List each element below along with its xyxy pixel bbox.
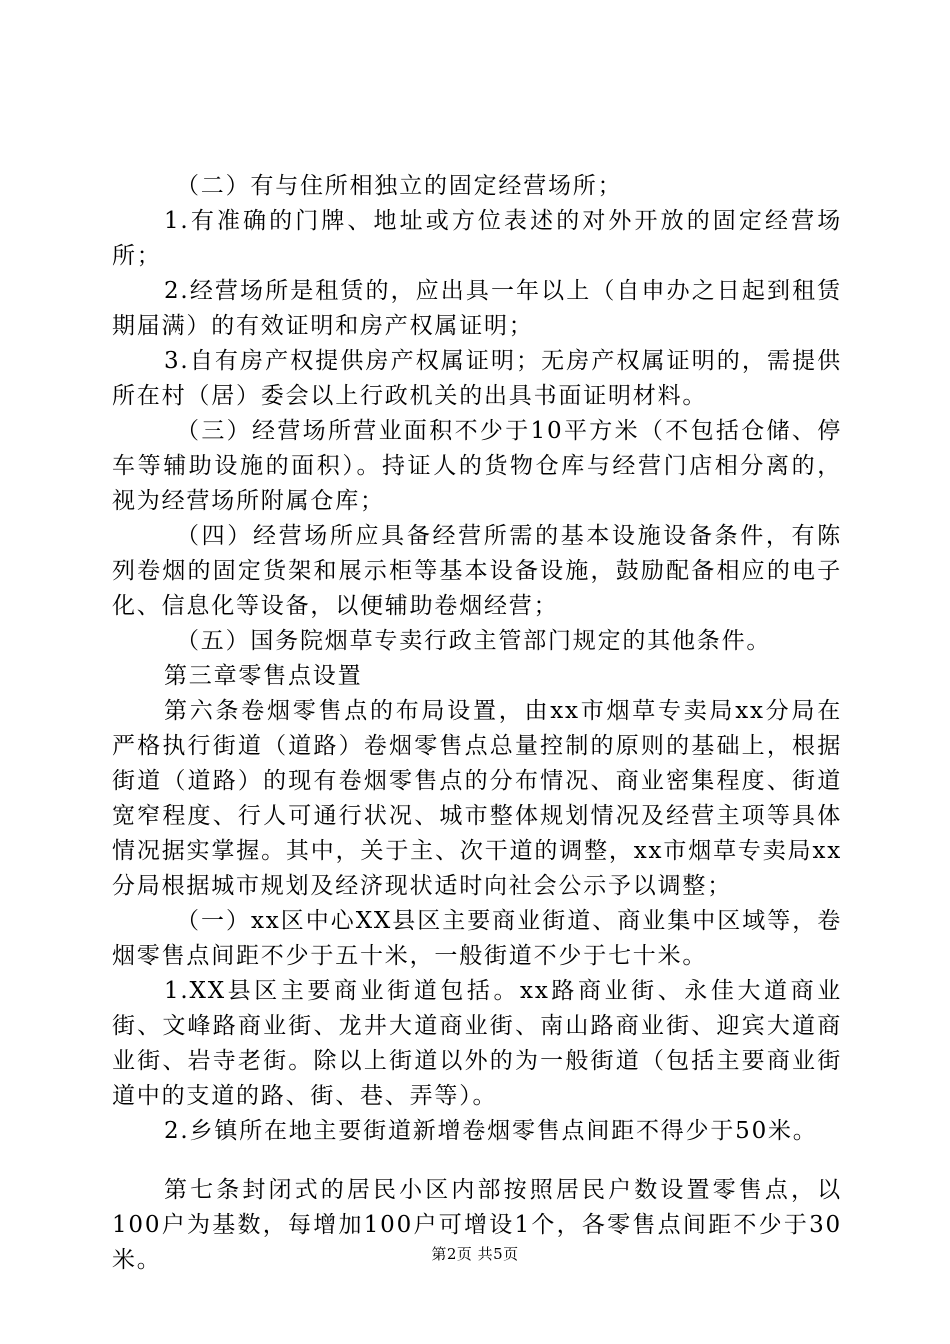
paragraph-item-3: 3.自有房产权提供房产权属证明；无房产权属证明的，需提供所在村（居）委会以上行政机关的出具书面证明材料。 [112, 348, 842, 409]
paragraph-subitem-2: 2.乡镇所在地主要街道新增卷烟零售点间距不得少于50米。 [164, 1118, 818, 1144]
paragraph-subsection-1: （一）xx区中心XX县区主要商业街道、商业集中区域等，卷烟零售点间距不少于五十米，一般街道不少于七十米。 [112, 908, 842, 969]
paragraph-article-7: 第七条封闭式的居民小区内部按照居民户数设置零售点，以100户为基数，每增加100户可增设1个，各零售点间距不少于30米。 [112, 1177, 842, 1273]
page-number-footer: 第2页 共5页 [431, 1245, 519, 1263]
paragraph-subitem-1: 1.XX县区主要商业街道包括。xx路商业街、永佳大道商业街、文峰路商业街、龙井大道商业街、南山路商业街、迎宾大道商业街、岩寺老街。除以上街道以外的为一般街道（包括主要商业街道中的支道的路、街、巷、弄等）。 [112, 978, 842, 1109]
paragraph-condition-4: （四）经营场所应具备经营所需的基本设施设备条件，有陈列卷烟的固定货架和展示柜等基本设备设施，鼓励配备相应的电子化、信息化等设备，以便辅助卷烟经营； [112, 523, 842, 619]
document-body [112, 169, 842, 1278]
paragraph-item-1: 1.有准确的门牌、地址或方位表述的对外开放的固定经营场所； [112, 208, 842, 269]
chapter-heading: 第三章零售点设置 [164, 663, 363, 689]
paragraph-spacer [112, 1149, 842, 1173]
paragraph-article-6: 第六条卷烟零售点的布局设置，由xx市烟草专卖局xx分局在严格执行街道（道路）卷烟零售点总量控制的原则的基础上，根据街道（道路）的现有卷烟零售点的分布情况、商业密集程度、街道宽窄程度、行人可通行状况、城市整体规划情况及经营主项等具体情况据实掌握。其中，关于主、次干道的调整，xx市烟草专卖局xx分局根据城市规划及经济现状适时向社会公示予以调整； [112, 698, 842, 899]
paragraph-item-2: 2.经营场所是租赁的，应出具一年以上（自申办之日起到租赁期届满）的有效证明和房产权属证明； [112, 278, 842, 339]
paragraph-condition-3: （三）经营场所营业面积不少于10平方米（不包括仓储、停车等辅助设施的面积）。持证人的货物仓库与经营门店相分离的，视为经营场所附属仓库； [112, 418, 842, 514]
paragraph-condition-2: （二）有与住所相独立的固定经营场所； [176, 173, 623, 199]
paragraph-condition-5: （五）国务院烟草专卖行政主管部门规定的其他条件。 [176, 628, 772, 654]
